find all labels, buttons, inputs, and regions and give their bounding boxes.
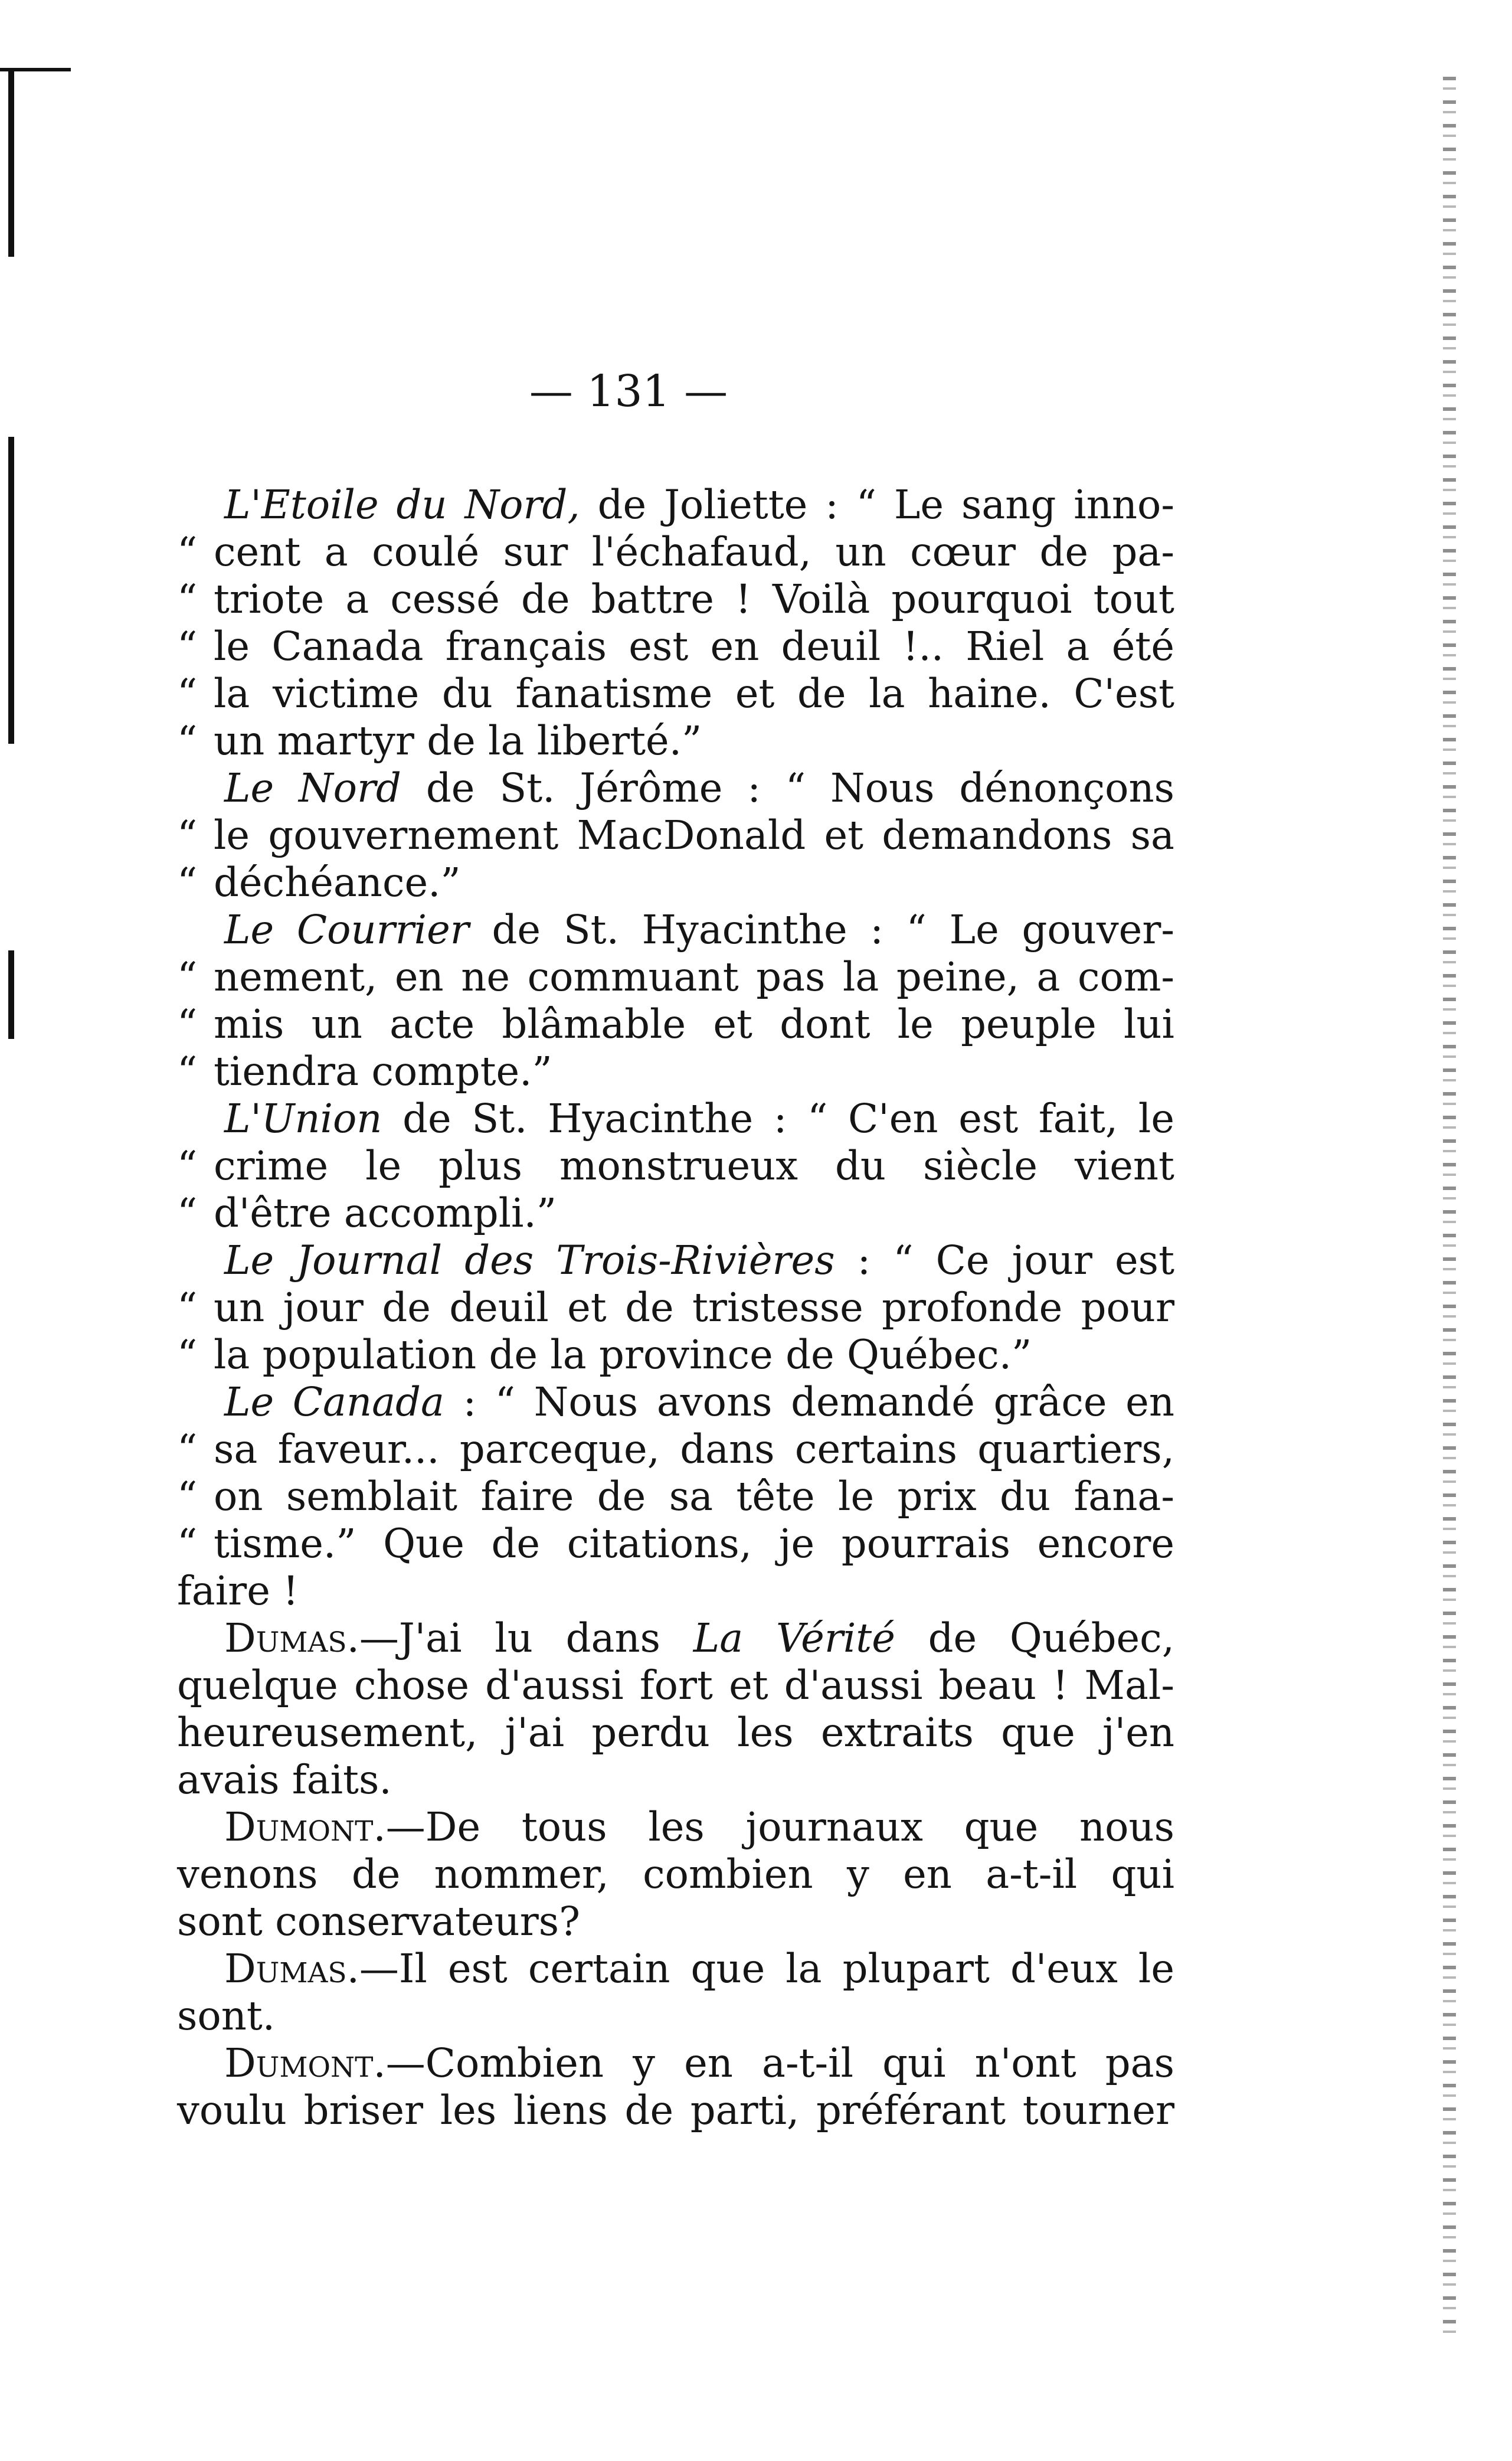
quote-mark: “ (177, 859, 198, 906)
text-run: déchéance.” (214, 859, 461, 906)
text-line (177, 623, 1174, 670)
text-line (177, 1237, 1174, 1284)
journal-title: L'Etoile du Nord, (224, 482, 580, 528)
text-line (177, 1662, 1174, 1709)
text-run: cent a coulé sur l'échafaud, un cœur de pa- (214, 529, 1174, 575)
quote-mark: “ (177, 1473, 198, 1519)
text-line (177, 1803, 1174, 1851)
text-run: de St. Hyacinthe : “ Le gouver- (469, 907, 1175, 953)
journal-title: Le Canada (224, 1379, 444, 1425)
text-line (177, 717, 1174, 764)
text-run: sont. (177, 1993, 276, 2039)
text-run: quelque chose d'aussi fort et d'aussi beau ! Mal- (177, 1662, 1174, 1708)
text-run: le gouvernement MacDonald et demandons sa (214, 812, 1174, 858)
text-line (177, 1945, 1174, 1992)
text-line (177, 1426, 1174, 1473)
text-line (177, 1048, 1174, 1095)
quote-mark: “ (177, 1426, 198, 1472)
journal-title: Le Nord (224, 765, 401, 811)
text-line (177, 1520, 1174, 1567)
quote-mark: “ (177, 576, 198, 622)
text-run: : “ Ce jour est (834, 1237, 1174, 1283)
quote-mark: “ (177, 1001, 198, 1047)
text-run: sa faveur... parceque, dans certains quartiers, (214, 1426, 1174, 1472)
text-run: avais faits. (177, 1757, 392, 1803)
speaker-name: Dumont (224, 1804, 374, 1850)
text-line (177, 1095, 1174, 1142)
text-run: .—J'ai lu dans (346, 1615, 693, 1661)
text-run: la population de la province de Québec.” (214, 1332, 1032, 1378)
scan-edge-mark (8, 437, 14, 744)
text-run: de Québec, (895, 1615, 1174, 1661)
text-run: heureusement, j'ai perdu les extraits que j'en (177, 1710, 1174, 1756)
journal-title: Le Courrier (224, 907, 469, 953)
journal-title: La Vérité (693, 1615, 895, 1661)
quote-mark: “ (177, 718, 198, 764)
text-line (177, 1331, 1174, 1378)
text-line (177, 1756, 1174, 1803)
text-run: on semblait faire de sa tête le prix du fana- (214, 1473, 1174, 1519)
text-run: .—De tous les journaux que nous (373, 1804, 1174, 1850)
text-run: de Joliette : “ Le sang inno- (580, 482, 1174, 528)
quote-mark: “ (177, 1143, 198, 1189)
text-run: un martyr de la liberté.” (214, 718, 702, 764)
text-run: d'être accompli.” (214, 1190, 557, 1236)
scan-edge-mark (8, 68, 14, 257)
quote-mark: “ (177, 623, 198, 669)
page-number: — 131 — (529, 366, 728, 417)
text-run: sont conservateurs? (177, 1898, 581, 1944)
quote-mark: “ (177, 954, 198, 1000)
scan-edge-mark (8, 950, 14, 1039)
text-run: voulu briser les liens de parti, préférant tourner (177, 2087, 1174, 2133)
text-run: crime le plus monstrueux du siècle vient (214, 1143, 1174, 1189)
journal-title: Le Journal des Trois-Rivières (224, 1237, 835, 1283)
speaker-name: Dumont (224, 2040, 374, 2086)
text-line (177, 1284, 1174, 1331)
text-line (177, 1898, 1174, 1945)
text-line (177, 859, 1174, 906)
text-line (177, 1614, 1174, 1662)
quote-mark: “ (177, 671, 198, 717)
journal-title: L'Union (224, 1096, 382, 1142)
page-body-text (177, 481, 1174, 2134)
quote-mark: “ (177, 1190, 198, 1236)
text-line (177, 2040, 1174, 2087)
text-line (177, 528, 1174, 576)
text-line (177, 1992, 1174, 2040)
text-line (177, 670, 1174, 717)
quote-mark: “ (177, 1332, 198, 1378)
text-run: de St. Jérôme : “ Nous dénonçons (401, 765, 1174, 811)
text-run: .—Combien y en a-t-il qui n'ont pas (373, 2040, 1174, 2086)
speaker-name: Dumas (224, 1615, 347, 1661)
text-run: faire ! (177, 1568, 299, 1614)
quote-mark: “ (177, 529, 198, 575)
text-line (177, 576, 1174, 623)
text-run: un jour de deuil et de tristesse profonde pour (214, 1285, 1174, 1331)
text-run: nement, en ne commuant pas la peine, a com- (214, 954, 1174, 1000)
text-line (177, 1709, 1174, 1756)
text-line (177, 953, 1174, 1001)
text-line (177, 1851, 1174, 1898)
text-line (177, 1142, 1174, 1189)
text-line (177, 1378, 1174, 1426)
text-run: le Canada français est en deuil !.. Riel a été (214, 623, 1174, 669)
text-run: tisme.” Que de citations, je pourrais encore (214, 1521, 1174, 1567)
text-run: venons de nommer, combien y en a-t-il qui (177, 1851, 1174, 1897)
text-line (177, 1567, 1174, 1614)
quote-mark: “ (177, 1285, 198, 1331)
quote-mark: “ (177, 812, 198, 858)
text-line (177, 812, 1174, 859)
speaker-name: Dumas (224, 1946, 347, 1992)
quote-mark: “ (177, 1048, 198, 1094)
text-line (177, 481, 1174, 528)
text-run: triote a cessé de battre ! Voilà pourquoi tout (214, 576, 1174, 622)
text-run: de St. Hyacinthe : “ C'en est fait, le (382, 1096, 1174, 1142)
text-line (177, 764, 1174, 812)
text-line (177, 1189, 1174, 1237)
text-run: mis un acte blâmable et dont le peuple lui (214, 1001, 1174, 1047)
text-run: .—Il est certain que la plupart d'eux le (346, 1946, 1174, 1992)
text-line (177, 2087, 1174, 2134)
text-run: : “ Nous avons demandé grâce en (444, 1379, 1174, 1425)
text-run: la victime du fanatisme et de la haine. C'est (214, 671, 1174, 717)
text-run: tiendra compte.” (214, 1048, 552, 1094)
book-gutter-edge (1443, 77, 1456, 2344)
text-line (177, 906, 1174, 953)
quote-mark: “ (177, 1521, 198, 1567)
text-line (177, 1001, 1174, 1048)
text-line (177, 1473, 1174, 1520)
